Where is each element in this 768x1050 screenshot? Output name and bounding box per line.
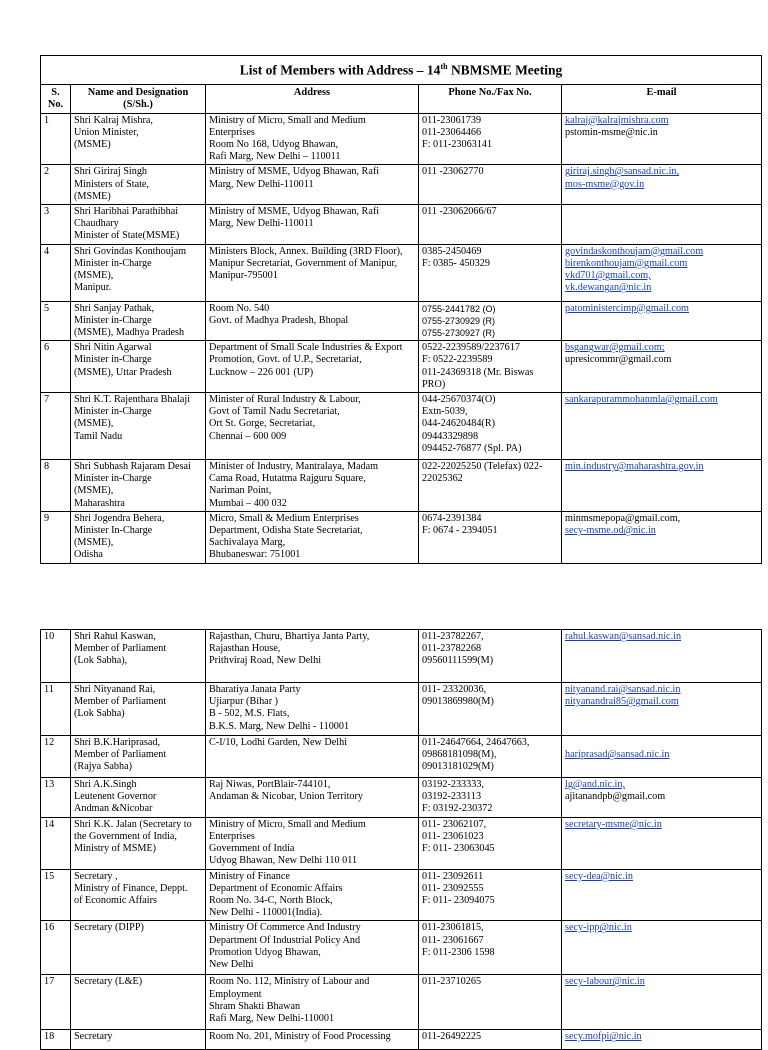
cell-address — [206, 630, 419, 683]
email-link[interactable]: mos-msme@gov.in — [565, 178, 645, 190]
table-row — [41, 341, 762, 393]
email-link[interactable]: vk.dewangan@nic.in — [565, 282, 652, 294]
header-sno: S. No. — [41, 84, 71, 113]
cell-line: Ministry of MSME, Udyog Bhawan, Rafi — [209, 205, 380, 217]
email-link[interactable]: nityanand.rai@sansad.nic.in — [565, 684, 681, 695]
cell-line: Shri Nitin Agarwal — [74, 342, 152, 354]
cell-line: Member of Parliament — [74, 643, 167, 655]
cell-line: Minister in-Charge — [74, 406, 152, 418]
cell-line: Govt of Tamil Nadu Secretariat, — [209, 406, 340, 418]
cell-address — [206, 1030, 419, 1050]
cell-address — [206, 683, 419, 736]
cell-name-designation — [71, 341, 206, 393]
cell-line: Rafi Marg, New Delhi-110001 — [209, 1013, 335, 1025]
cell-name-designation — [71, 683, 206, 736]
cell-line: 011- 23061023 — [422, 830, 484, 842]
cell-line: 03192-233113 — [422, 791, 482, 803]
cell-line: Minister of State(MSME) — [74, 230, 180, 242]
cell-line: 011-24647664, 24647663, — [422, 737, 530, 748]
cell-line: Shri Rahul Kaswan, — [74, 631, 156, 642]
cell-sno: 8 — [41, 459, 71, 511]
cell-sno: 9 — [41, 511, 71, 563]
cell-line: Ministers of State, — [74, 178, 149, 190]
cell-line: Department of Economic Affairs — [209, 882, 343, 894]
cell-line: Ministry Of Commerce And Industry — [209, 922, 361, 934]
cell-line: Enterprises — [209, 126, 255, 138]
cell-line: Ministers Block, Annex. Building (3RD Floor), — [209, 245, 403, 257]
cell-line: Room No. 112, Ministry of Labour and — [209, 976, 370, 988]
cell-email — [562, 341, 762, 393]
cell-line: (Lok Sabha), — [74, 655, 128, 667]
email-link[interactable]: hariprasad@sansad.nic.in — [565, 749, 670, 761]
cell-line: Member of Parliament — [74, 749, 167, 761]
cell-phone — [419, 975, 562, 1030]
table-row — [41, 683, 762, 736]
cell-email — [562, 736, 762, 778]
cell-name-designation — [71, 165, 206, 205]
cell-email — [562, 975, 762, 1030]
members-table-part-1 — [40, 55, 762, 564]
cell-line: 094452-76877 (Spl. PA) — [422, 442, 522, 454]
table-row — [41, 869, 762, 921]
cell-address — [206, 392, 419, 459]
cell-address — [206, 921, 419, 975]
cell-name-designation — [71, 817, 206, 869]
cell-email — [562, 113, 762, 165]
cell-line: (MSME), — [74, 418, 114, 430]
email-link[interactable]: sankarapurammohanmla@gmail.com — [565, 393, 718, 405]
cell-line: 011-23710265 — [422, 976, 482, 988]
cell-line: 0674-2391384 — [422, 512, 482, 524]
cell-sno: 6 — [41, 341, 71, 393]
cell-line: Minister in-Charge — [74, 257, 152, 269]
cell-line: Shri Giriraj Singh — [74, 166, 148, 178]
cell-sno: 3 — [41, 204, 71, 244]
cell-line: Employment — [209, 988, 262, 1000]
cell-email — [562, 165, 762, 205]
cell-name-designation — [71, 204, 206, 244]
header-phone: Phone No./Fax No. — [419, 84, 562, 113]
cell-line: Minister In-Charge — [74, 524, 153, 536]
cell-phone — [419, 683, 562, 736]
cell-line: 09560111599(M) — [422, 655, 494, 667]
cell-address — [206, 778, 419, 818]
cell-line: Bharatiya Janata Party — [209, 684, 301, 695]
cell-address — [206, 869, 419, 921]
cell-line: 011- 23320036, — [422, 684, 487, 695]
cell-line: F: 03192-230372 — [422, 803, 493, 815]
cell-name-designation — [71, 392, 206, 459]
cell-line: Shri Jogendra Behera, — [74, 512, 165, 524]
cell-line: B.K.S. Marg, New Delhi - 110001 — [209, 720, 350, 732]
cell-line: 0755-2730929 (R) — [422, 315, 496, 326]
cell-line: Govt. of Madhya Pradesh, Bhopal — [209, 314, 349, 326]
cell-line: C-I/10, Lodhi Garden, New Delhi — [209, 737, 348, 748]
cell-line: Secretary (DIPP) — [74, 922, 144, 934]
cell-email — [562, 204, 762, 244]
table-body-2 — [41, 630, 762, 1050]
table-row — [41, 244, 762, 301]
cell-line: the Government of India, — [74, 830, 177, 842]
cell-sno: 11 — [41, 683, 71, 736]
cell-sno: 7 — [41, 392, 71, 459]
cell-sno: 15 — [41, 869, 71, 921]
cell-line: (Rajya Sabha) — [74, 761, 132, 773]
cell-phone — [419, 630, 562, 683]
cell-line: F: 0522-2239589 — [422, 354, 493, 366]
cell-line: (MSME) — [74, 190, 111, 202]
email-link[interactable]: secy-labour@nic.in — [565, 976, 645, 988]
cell-line: 22025362 — [422, 473, 463, 485]
cell-name-designation — [71, 244, 206, 301]
cell-line: (MSME), Madhya Pradesh — [74, 326, 185, 338]
cell-line: Union Minister, — [74, 126, 139, 138]
cell-line: Department of Small Scale Industries & Export — [209, 342, 403, 354]
cell-line: Minister of Rural Industry & Labour, — [209, 393, 361, 405]
cell-sno: 14 — [41, 817, 71, 869]
cell-line: Shri Sanjay Pathak, — [74, 302, 155, 314]
cell-line: Department, Odisha State Secretariat, — [209, 524, 363, 536]
cell-line: Micro, Small & Medium Enterprises — [209, 512, 359, 524]
cell-line: Ministry of MSME, Udyog Bhawan, Rafi — [209, 166, 380, 178]
cell-line: (MSME), — [74, 537, 114, 549]
table-row — [41, 921, 762, 975]
email-text: minmsmepopa@gmail.com, — [565, 512, 681, 524]
cell-address — [206, 817, 419, 869]
cell-line: Room No. 34-C, North Block, — [209, 895, 333, 907]
cell-phone — [419, 817, 562, 869]
cell-sno: 16 — [41, 921, 71, 975]
cell-line: Rafi Marg, New Delhi – 110011 — [209, 151, 341, 163]
header-row — [41, 84, 762, 113]
cell-sno: 17 — [41, 975, 71, 1030]
cell-line: 0385-2450469 — [422, 245, 482, 257]
cell-phone — [419, 392, 562, 459]
cell-line: 011-23064466 — [422, 126, 482, 138]
cell-name-designation — [71, 921, 206, 975]
cell-line: Manipur. — [74, 282, 112, 294]
cell-line: Shri K.T. Rajenthara Bhalaji — [74, 393, 191, 405]
cell-line: 0755-2441782 (O) — [422, 303, 496, 314]
cell-line: Shri A.K.Singh — [74, 779, 137, 790]
cell-line: Leutenent Governor — [74, 791, 157, 803]
cell-line: Ministry of Finance — [209, 870, 290, 882]
title-row — [41, 56, 762, 85]
cell-name-designation — [71, 511, 206, 563]
cell-line: Manipur-795001 — [209, 269, 278, 281]
cell-sno: 12 — [41, 736, 71, 778]
cell-line: F: 011- 23094075 — [422, 895, 495, 907]
cell-sno: 2 — [41, 165, 71, 205]
cell-line: Odisha — [74, 549, 103, 561]
email-link[interactable]: lg@and.nic.in, — [565, 779, 626, 790]
cell-line: F: 0674 - 2394051 — [422, 524, 498, 536]
cell-line: Marg, New Delhi-110011 — [209, 178, 314, 190]
table-row — [41, 511, 762, 563]
cell-line: Chennai – 600 009 — [209, 430, 287, 442]
cell-line: 022-22025250 (Telefax) 022- — [422, 460, 543, 472]
cell-line: Raj Niwas, PortBlair-744101, — [209, 779, 331, 790]
cell-line: New Delhi — [209, 959, 254, 971]
cell-phone — [419, 165, 562, 205]
cell-line: 011-23061815, — [422, 922, 484, 934]
cell-sno: 1 — [41, 113, 71, 165]
cell-name-designation — [71, 736, 206, 778]
cell-line: Ujiarpur (Bihar ) — [209, 696, 279, 708]
cell-line: 011- 23092555 — [422, 882, 484, 894]
cell-phone — [419, 511, 562, 563]
table-row — [41, 630, 762, 683]
cell-line: 09868181098(M), — [422, 749, 497, 761]
table-row — [41, 975, 762, 1030]
cell-email — [562, 392, 762, 459]
cell-line: (Lok Sabha) — [74, 708, 125, 720]
cell-line: Chaudhary — [74, 218, 119, 230]
cell-line: (MSME) — [74, 138, 111, 150]
cell-line: Cama Road, Hutatma Rajguru Square, — [209, 473, 366, 485]
cell-name-designation — [71, 1030, 206, 1050]
cell-address — [206, 736, 419, 778]
email-link[interactable]: birenkonthoujam@gmail.com — [565, 257, 688, 269]
table-body-1 — [41, 113, 762, 563]
cell-line: Shri Subhash Rajaram Desai — [74, 460, 191, 472]
cell-email — [562, 869, 762, 921]
cell-line: (MSME), — [74, 485, 114, 497]
cell-line: F: 011-2306 1598 — [422, 946, 495, 958]
cell-email — [562, 1030, 762, 1050]
table-row — [41, 165, 762, 205]
cell-address — [206, 511, 419, 563]
cell-line: Shri Nityanand Rai, — [74, 684, 156, 695]
cell-email — [562, 683, 762, 736]
cell-name-designation — [71, 459, 206, 511]
table-row — [41, 301, 762, 341]
cell-line: 011-23061739 — [422, 114, 482, 126]
cell-phone — [419, 204, 562, 244]
cell-line: 011- 23092611 — [422, 870, 484, 882]
page-title: List of Members with Address – 14th NBMSME Meeting — [41, 56, 762, 85]
cell-line: Marg, New Delhi-110011 — [209, 218, 314, 230]
cell-line: Bhubaneswar: 751001 — [209, 549, 301, 561]
cell-name-designation — [71, 975, 206, 1030]
cell-line: 011 -23062066/67 — [422, 205, 497, 217]
cell-phone — [419, 459, 562, 511]
cell-sno: 4 — [41, 244, 71, 301]
cell-line: Tamil Nadu — [74, 430, 123, 442]
email-text — [565, 737, 758, 749]
cell-line: Ministry of Micro, Small and Medium — [209, 114, 366, 126]
cell-address — [206, 301, 419, 341]
email-link[interactable]: secy-ipp@nic.in — [565, 922, 632, 934]
cell-line: Member of Parliament — [74, 696, 167, 708]
cell-line: (MSME), — [74, 269, 114, 281]
cell-phone — [419, 301, 562, 341]
email-link[interactable]: secy.mofpi@nic.in — [565, 1031, 642, 1043]
cell-line: F: 0385- 450329 — [422, 257, 490, 269]
email-link[interactable]: rahul.kaswan@sansad.nic.in — [565, 631, 682, 642]
email-link[interactable]: secy-dea@nic.in — [565, 870, 633, 882]
cell-line: Minister of Industry, Mantralaya, Madam — [209, 460, 379, 472]
email-link[interactable]: patoministercimp@gmail.com — [565, 302, 689, 314]
cell-line: Minister in-Charge — [74, 314, 152, 326]
cell-line: 09013869980(M) — [422, 696, 494, 708]
cell-name-designation — [71, 301, 206, 341]
cell-line: 011 -23062770 — [422, 166, 484, 178]
cell-line: Room No. 201, Ministry of Food Processing — [209, 1031, 391, 1043]
cell-line: 0755-2730927 (R) — [422, 327, 496, 338]
cell-sno: 13 — [41, 778, 71, 818]
table-row — [41, 459, 762, 511]
cell-line: Secretary — [74, 1031, 113, 1043]
cell-line: Government of India — [209, 843, 295, 855]
email-link[interactable]: min.industry@maharashtra.gov.in — [565, 460, 704, 472]
cell-line: 011- 23061667 — [422, 934, 484, 946]
table-row — [41, 817, 762, 869]
cell-phone — [419, 244, 562, 301]
cell-line: F: 011-23063141 — [422, 138, 493, 150]
table-row — [41, 392, 762, 459]
cell-line: Extn-5039, — [422, 406, 468, 418]
email-link[interactable]: secy-msme.od@nic.in — [565, 524, 656, 536]
table-row — [41, 736, 762, 778]
cell-line: Shri B.K.Hariprasad, — [74, 737, 161, 748]
cell-line: 011-23782268 — [422, 643, 482, 655]
cell-phone — [419, 869, 562, 921]
cell-phone — [419, 778, 562, 818]
cell-name-designation — [71, 869, 206, 921]
cell-name-designation — [71, 778, 206, 818]
header-name: Name and Designation (S/Sh.) — [71, 84, 206, 113]
cell-phone — [419, 921, 562, 975]
cell-line: Rajasthan, Churu, Bhartiya Janta Party, — [209, 631, 370, 642]
cell-email — [562, 511, 762, 563]
cell-line: Andaman & Nicobar, Union Territory — [209, 791, 364, 803]
cell-line: 09443329898 — [422, 430, 479, 442]
cell-line: Shri K.K. Jalan (Secretary to — [74, 818, 192, 830]
table-row — [41, 204, 762, 244]
cell-line: 011-23782267, — [422, 631, 484, 642]
cell-email — [562, 244, 762, 301]
header-email: E-mail — [562, 84, 762, 113]
cell-address — [206, 165, 419, 205]
email-link[interactable]: bsgangwar@gmail.com; — [565, 342, 665, 354]
cell-line: Room No. 540 — [209, 302, 270, 314]
cell-phone — [419, 113, 562, 165]
cell-address — [206, 113, 419, 165]
cell-line: Shri Govindas Konthoujam — [74, 245, 187, 257]
cell-line: Udyog Bhawan, New Delhi 110 011 — [209, 855, 358, 867]
cell-line: Shram Shakti Bhawan — [209, 1000, 301, 1012]
cell-line: 03192-233333, — [422, 779, 484, 790]
cell-line: Promotion, Govt. of U.P., Secretariat, — [209, 354, 362, 366]
cell-line: Minister in-Charge — [74, 354, 152, 366]
cell-email — [562, 459, 762, 511]
cell-line: 011- 23062107, — [422, 818, 487, 830]
email-link[interactable]: govindaskonthoujam@gmail.com — [565, 245, 704, 257]
cell-name-designation — [71, 630, 206, 683]
email-text: upresicommr@gmail.com — [565, 354, 672, 366]
cell-line: New Delhi - 110001(India). — [209, 907, 323, 919]
cell-line: Shri Kalraj Mishra, — [74, 114, 153, 126]
cell-line: Enterprises — [209, 830, 255, 842]
cell-line: Ort St. Gorge, Secretariat, — [209, 418, 316, 430]
cell-line: Ministry of MSME) — [74, 843, 157, 855]
cell-line: Manipur Secretariat, Government of Manipur, — [209, 257, 398, 269]
cell-line: 09013181029(M) — [422, 761, 494, 773]
email-text: ajitanandpb@gmail.com — [565, 791, 666, 803]
cell-line: (MSME), Uttar Pradesh — [74, 366, 172, 378]
email-text: pstomin-msme@nic.in — [565, 126, 658, 138]
cell-email — [562, 921, 762, 975]
cell-line: Shri Haribhai Parathibhai — [74, 205, 179, 217]
members-table-part-2 — [40, 629, 762, 1050]
cell-line: Secretary , — [74, 870, 118, 882]
email-link[interactable]: vkd701@gmail.com, — [565, 269, 651, 281]
cell-line: B - 502, M.S. Flats, — [209, 708, 290, 720]
cell-sno: 10 — [41, 630, 71, 683]
cell-address — [206, 244, 419, 301]
cell-line: F: 011- 23063045 — [422, 843, 495, 855]
cell-line: Mumbai – 400 032 — [209, 497, 287, 509]
cell-address — [206, 975, 419, 1030]
cell-line: Nariman Point, — [209, 485, 272, 497]
cell-line: Secretary (L&E) — [74, 976, 143, 988]
email-link[interactable]: nityanandrai85@gmail.com — [565, 696, 679, 708]
table-row — [41, 778, 762, 818]
cell-address — [206, 459, 419, 511]
cell-line: Sachivalaya Marg, — [209, 537, 286, 549]
cell-line: of Economic Affairs — [74, 895, 157, 907]
cell-line: Ministry of Micro, Small and Medium — [209, 818, 366, 830]
cell-line: Ministry of Finance, Deppt. — [74, 882, 188, 894]
cell-line: 044-25670374(O) — [422, 393, 496, 405]
cell-email — [562, 630, 762, 683]
cell-line: 0522-2239589/2237617 — [422, 342, 520, 354]
cell-address — [206, 341, 419, 393]
table-row — [41, 113, 762, 165]
cell-line: 011-24369318 (Mr. Biswas — [422, 366, 534, 378]
cell-line: Maharashtra — [74, 497, 125, 509]
cell-line: 044-24620484(R) — [422, 418, 496, 430]
cell-email — [562, 778, 762, 818]
cell-line: Minister in-Charge — [74, 473, 152, 485]
email-link[interactable]: giriraj.singh@sansad.nic.in, — [565, 166, 680, 178]
cell-name-designation — [71, 113, 206, 165]
cell-sno: 18 — [41, 1030, 71, 1050]
cell-line: Prithviraj Road, New Delhi — [209, 655, 322, 667]
cell-line: Lucknow – 226 001 (UP) — [209, 366, 314, 378]
cell-email — [562, 301, 762, 341]
cell-sno: 5 — [41, 301, 71, 341]
email-link[interactable]: secretary-msme@nic.in — [565, 818, 662, 830]
cell-phone — [419, 1030, 562, 1050]
header-address: Address — [206, 84, 419, 113]
cell-line: 011-26492225 — [422, 1031, 482, 1043]
cell-line: PRO) — [422, 378, 446, 390]
cell-line: Andman &Nicobar — [74, 803, 153, 815]
cell-line: Department Of Industrial Policy And — [209, 934, 361, 946]
cell-phone — [419, 341, 562, 393]
cell-email — [562, 817, 762, 869]
email-link[interactable]: kalraj@kalrajmishra.com — [565, 114, 669, 126]
cell-line: Promotion Udyog Bhawan, — [209, 946, 321, 958]
cell-line: Rajasthan House, — [209, 643, 281, 655]
table-row — [41, 1030, 762, 1050]
cell-line: Room No 168, Udyog Bhawan, — [209, 138, 339, 150]
cell-phone — [419, 736, 562, 778]
cell-address — [206, 204, 419, 244]
